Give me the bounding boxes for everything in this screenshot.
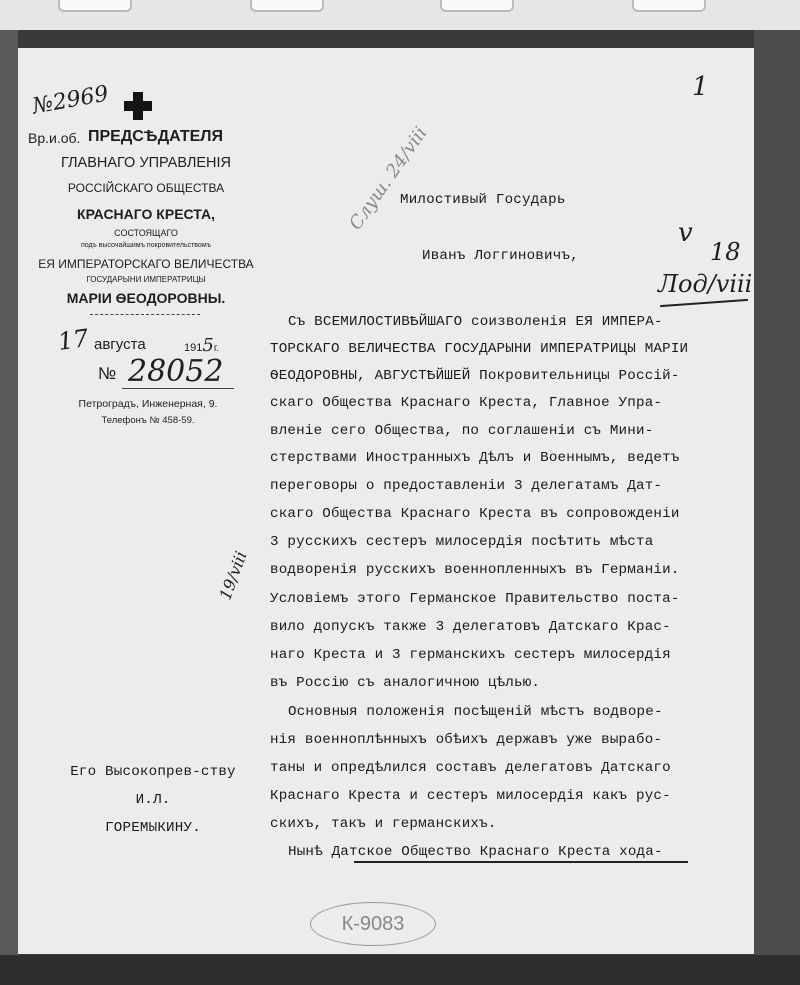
recipient-line3: ГОРЕМЫКИНУ. (105, 820, 201, 836)
recipient-line2: И.Л. (135, 792, 171, 808)
body-line: Съ ВСЕМИЛОСТИВѢЙШАГО соизволенія ЕЯ ИМПЕРА- (288, 314, 663, 330)
date-day-handwritten: 17 (56, 324, 91, 356)
archive-stamp: К-9083 (310, 902, 436, 946)
body-line: скаго Общества Краснаго Креста въ сопровожденіи (270, 506, 680, 522)
date-year (184, 335, 219, 356)
margin-ref-underline (660, 299, 748, 307)
margin-ref-number: 18 (710, 238, 741, 266)
film-sprocket (58, 0, 132, 12)
body-line: Условіемъ этого Германское Правительство поста- (270, 591, 680, 607)
letterhead-line: СОСТОЯЩАГО (114, 228, 178, 238)
body-line: Основныя положенія посѣщеній мѣстъ водворе- (288, 704, 663, 720)
number-underline (122, 388, 234, 389)
film-sprocket (632, 0, 706, 12)
date-year-suffix: г. (213, 343, 220, 354)
body-line: водворенія русскихъ военнопленныхъ въ Германіи. (270, 562, 680, 578)
body-line: въ Россію съ аналогичною цѣлью. (270, 675, 541, 691)
film-sprocket (440, 0, 514, 12)
document-page (18, 48, 754, 954)
body-line: стерствами Иностранныхъ Дѣлъ и Военнымъ, ведетъ (270, 450, 680, 466)
film-top-strip (0, 0, 800, 30)
letterhead-divider (90, 314, 200, 315)
body-line: 3 русскихъ сестеръ милосердія посѣтить мѣста (270, 534, 654, 550)
letterhead-line: ГЛАВНАГО УПРАВЛЕНІЯ (60, 155, 232, 171)
salutation-line2: Иванъ Логгиновичъ, (422, 248, 579, 264)
letterhead-line: подъ высочайшимъ покровительствомъ (80, 242, 212, 249)
letterhead-prefix: Вр.и.об. (28, 130, 81, 146)
letterhead-line: РОССІЙСКАГО ОБЩЕСТВА (67, 181, 225, 195)
recipient-line1: Его Высокопрев-ству (70, 764, 236, 780)
body-line: ѲЕОДОРОВНЫ, АВГУСТѢЙШЕЙ Покровительницы Россій- (270, 368, 680, 384)
body-line: ТОРСКАГО ВЕЛИЧЕСТВА ГОСУДАРЫНИ ИМПЕРАТРИЦЫ МАРІИ (270, 341, 689, 357)
letterhead-line: ЕЯ ИМПЕРАТОРСКАГО ВЕЛИЧЕСТВА (38, 257, 254, 271)
body-line: вленіе сего Общества, по соглашеніи съ Мини- (270, 423, 654, 439)
outgoing-number-handwritten: 28052 (128, 354, 224, 389)
red-cross-emblem-icon (124, 92, 152, 120)
body-line: переговоры о предоставленіи 3 делегатамъ Дат- (270, 478, 663, 494)
film-left-edge (0, 30, 18, 985)
letterhead-title: ПРЕДСѢДАТЕЛЯ (88, 128, 224, 145)
body-line: скаго Общества Краснаго Креста, Главное Упра- (270, 395, 663, 411)
body-line: наго Креста и 3 германскихъ сестеръ милосердія (270, 647, 671, 663)
page-number: 1 (692, 72, 709, 102)
body-line: Краснаго Креста и сестеръ милосердія какъ рус- (270, 788, 671, 804)
number-label: № (98, 364, 117, 383)
body-line: таны и опредѣлился составъ делегатовъ Датскаго (270, 760, 671, 776)
letterhead-address: Петроградъ, Инженерная, 9. (78, 398, 218, 410)
letterhead-line: ГОСУДАРЫНИ ИМПЕРАТРИЦЫ (86, 275, 206, 284)
film-right-edge (754, 30, 800, 985)
letterhead-line: КРАСНАГО КРЕСТА, (77, 206, 215, 222)
letterhead-line: МАРІИ ѲЕОДОРОВНЫ. (66, 290, 226, 306)
letterhead-phone: Телефонъ № 458-59. (101, 415, 195, 426)
body-line: Нынѣ Датское Общество Краснаго Креста хода- (288, 844, 663, 860)
margin-ref-initials: Лод/viii (658, 270, 753, 298)
margin-check-mark: v (678, 218, 693, 248)
margin-note-pencil: Слуш. 24/viii (345, 123, 432, 234)
date-year-handwritten: 5 (202, 335, 214, 356)
archive-number-handwritten: №2969 (30, 81, 111, 120)
film-sprocket (250, 0, 324, 12)
date-year-prefix: 191 (184, 342, 203, 354)
body-line: нія военноплѣнныхъ обѣихъ державъ уже вырабо- (270, 732, 663, 748)
margin-date-handwritten: 19/viii (215, 548, 251, 603)
body-underline (354, 861, 688, 863)
body-line: скихъ, такъ и германскихъ. (270, 816, 497, 832)
body-line: вило допускъ также 3 делегатовъ Датскаго Крас- (270, 619, 671, 635)
salutation-line1: Милостивый Государь (400, 192, 566, 208)
date-month: августа (94, 336, 146, 353)
film-bottom-edge (0, 955, 800, 985)
